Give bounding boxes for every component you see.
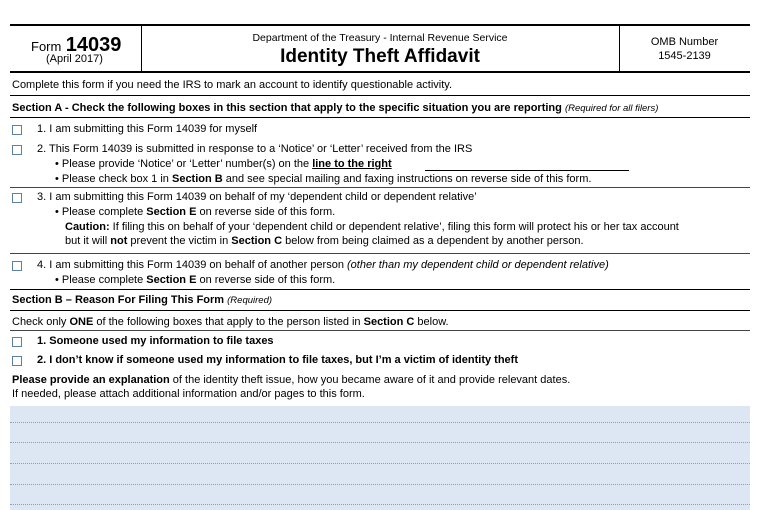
form-date: (April 2017) [46,53,103,65]
explanation-prompt [12,374,570,387]
item-a2-bullet1 [55,158,392,171]
section-a-note: (Required for all filers) [564,103,659,114]
rule [10,117,750,118]
item-a2-bullet2 [55,173,591,186]
text: of the identity theft issue, how you became aware of it and provide relevant dates. [169,374,571,386]
text: on reverse side of this form. [196,274,336,286]
item-a2-label: 2. This Form 14039 is submitted in response to a ‘Notice’ or ‘Letter’ received from the IRS [37,143,473,155]
writing-line [10,484,750,485]
text: (other than my dependent child or dependent relative) [347,259,609,271]
text: Section E [146,274,197,286]
checkbox-a4[interactable] [12,261,22,271]
omb-number: 1545-2139 [658,50,711,62]
rule [10,187,750,188]
text: but it will [65,235,111,247]
rule [10,310,750,311]
text: on reverse side of this form. [196,206,336,218]
caution-line2 [65,235,584,248]
page-title: Identity Theft Affidavit [280,46,480,67]
rule [10,253,750,254]
form-number: 14039 [65,34,122,56]
checkbox-a3[interactable] [12,193,22,203]
text: Check only [12,316,70,328]
text: of the following boxes that apply to the person listed in [93,316,364,328]
text: Section B [171,173,223,185]
text: Section C [231,235,283,247]
writing-line [10,504,750,505]
rule [10,330,750,331]
explanation-note: If needed, please attach additional information and/or pages to this form. [12,388,365,400]
item-a3-label: 3. I am submitting this Form 14039 on behalf of my ‘dependent child or dependent relative’ [37,191,477,203]
checkbox-a1[interactable] [12,125,22,135]
text: and see special mailing and faxing instructions on reverse side of this form. [222,173,592,185]
intro-text: Complete this form if you need the IRS to mark an account to identify questionable activity. [12,79,453,91]
checkbox-b2[interactable] [12,356,22,366]
text: • Please check box 1 in [55,173,172,185]
section-b-note: (Required) [227,295,273,306]
text: • Please complete [55,274,147,286]
omb-label: OMB Number [650,36,719,48]
checkbox-a2[interactable] [12,145,22,155]
section-a-heading [12,102,658,115]
section-b-instructions [12,316,449,329]
text: If filing this on behalf of your ‘dependent child or dependent relative’, filing this form will protect his or her tax account [109,221,679,233]
rule [10,289,750,290]
item-a4-label [37,259,609,272]
section-b-title: Section B – Reason For Filing This Form [12,294,225,306]
header-bottom-rule [10,71,750,73]
text: Please provide an explanation [12,374,170,386]
agency-name: Department of the Treasury - Internal Revenue Service [252,32,508,44]
caution-label: Caution: [65,221,110,233]
notice-number-link[interactable]: line to the right [312,158,392,170]
option-b1-label: 1. Someone used my information to file taxes [37,335,274,347]
rule [10,95,750,96]
text: below from being claimed as a dependent by another person. [282,235,584,247]
writing-line [10,422,750,423]
caution-line1 [65,221,679,234]
item-a1-label: 1. I am submitting this Form 14039 for myself [37,123,258,135]
writing-line [10,442,750,443]
text: • Please provide ‘Notice’ or ‘Letter’ number(s) on the [55,158,313,170]
text: Section E [146,206,197,218]
text: not [110,235,128,247]
section-a-title: Section A - Check the following boxes in this section that apply to the specific situation you are reporting [12,102,562,114]
notice-number-line[interactable] [425,170,629,171]
text: Section C [363,316,415,328]
text: ONE [69,316,94,328]
text: below. [414,316,449,328]
item-a4-bullet1 [55,274,335,287]
item-a3-bullet1 [55,206,335,219]
option-b2-label: 2. I don’t know if someone used my information to file taxes, but I’m a victim of identity theft [37,354,518,366]
section-b-heading [12,294,272,307]
writing-line [10,463,750,464]
text: prevent the victim in [127,235,232,247]
checkbox-b1[interactable] [12,337,22,347]
text: • Please complete [55,206,147,218]
form-word: Form [31,39,62,54]
text: 4. I am submitting this Form 14039 on behalf of another person [37,259,348,271]
